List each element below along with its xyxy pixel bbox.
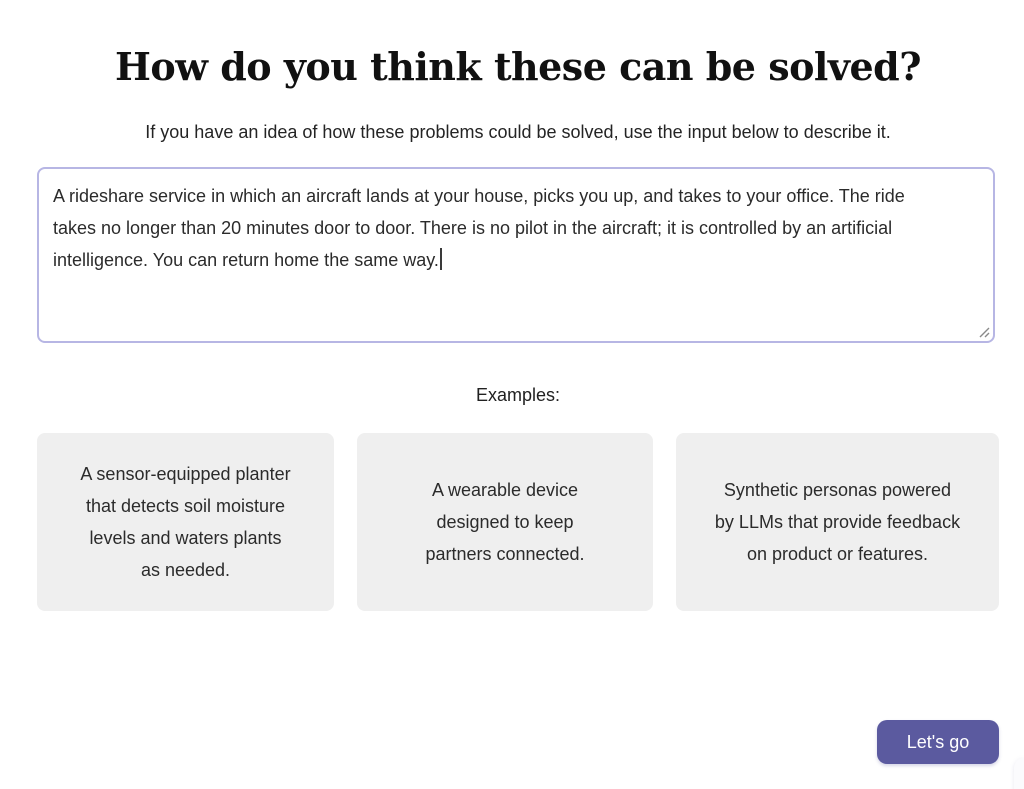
example-card-text: A wearable device designed to keep partners connected. [425,480,585,564]
example-card-planter [37,433,334,611]
page-title: How do you think these can be solved? [115,44,921,89]
cut-off-edge-element[interactable] [1014,758,1024,789]
examples-cards [37,433,999,611]
main-content [37,44,999,764]
footer [37,720,999,764]
solution-input[interactable] [37,167,995,343]
example-card-text: A sensor-equipped planter that detects soil moisture levels and waters plants as needed. [80,464,291,580]
resize-handle-icon[interactable] [976,324,990,338]
page-subtitle: If you have an idea of how these problems could be solved, use the input below to describe it. [145,122,891,142]
example-card-personas [676,433,999,611]
examples-label: Examples: [475,385,561,405]
example-card-text: Synthetic personas powered by LLMs that provide feedback on product or features. [714,480,961,564]
text-caret [440,248,442,270]
lets-go-button[interactable]: Let's go [877,720,999,764]
example-card-wearable [357,433,653,611]
solution-input-text: A rideshare service in which an aircraft lands at your house, picks you up, and takes to your office. The ride takes no longer than 20 minutes door to door. There is no pilot in the aircraft; it is controlled by an artificial intelligence. You can return home the same way. [53,186,905,270]
